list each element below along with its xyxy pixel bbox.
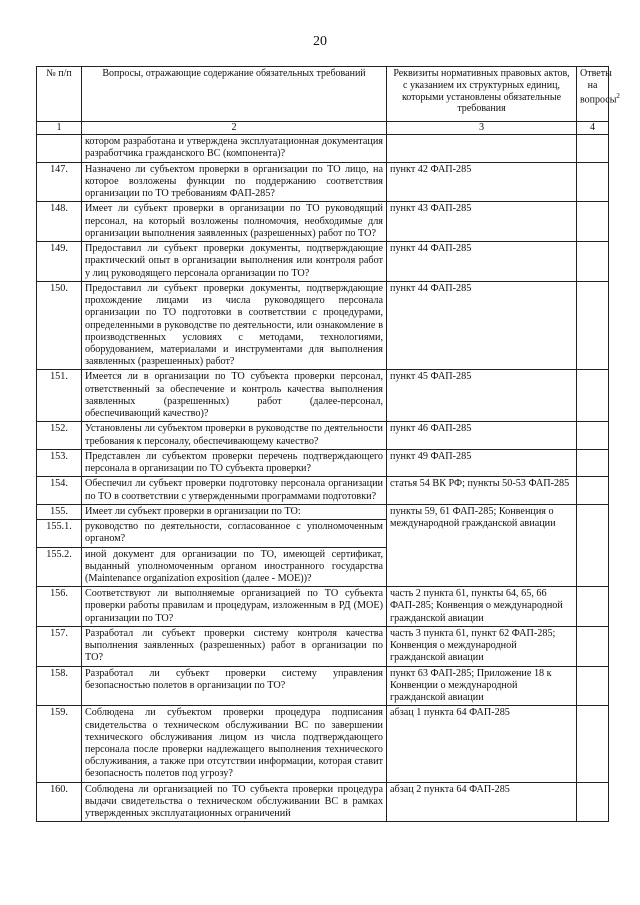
header-row xyxy=(37,67,609,122)
column-index-row xyxy=(37,122,609,135)
row-question: Разработал ли субъект проверки систему управления безопасностью полетов в организации по ТО? xyxy=(82,666,387,706)
row-number: 159. xyxy=(37,706,82,782)
row-question: Соответствуют ли выполняемые организацией по ТО субъекта проверки работы правилам и процедурам, изложенным в РД (MOE) организации по ТО? xyxy=(82,587,387,627)
row-question: Установлены ли субъектом проверки в руководстве по деятельности требования к персоналу, обеспечивающему качество? xyxy=(82,422,387,449)
row-number: 153. xyxy=(37,449,82,476)
row-number: 155.2. xyxy=(37,547,82,587)
table-row xyxy=(37,162,609,202)
table-row xyxy=(37,587,609,627)
row-requisites: пункт 63 ФАП-285; Приложение 18 к Конвенции о международной гражданской авиации xyxy=(387,666,577,706)
row-question: котором разработана и утверждена эксплуатационная документация разработчика гражданского ВС (компонента)? xyxy=(82,135,387,162)
table-row xyxy=(37,782,609,822)
row-question: Имеется ли в организации по ТО субъекта проверки персонал, ответственный за обеспечение и контроль качества выполнения заявленных (разрешенных) работ (далее-персонал, обеспечивающий качество)? xyxy=(82,370,387,422)
table-row xyxy=(37,242,609,282)
row-number: 150. xyxy=(37,281,82,370)
header-requisites: Реквизиты нормативных правовых актов, с указанием их структурных единиц, которыми установлены обязательные требования xyxy=(387,67,577,122)
row-requisites: часть 3 пункта 61, пункт 62 ФАП-285; Конвенция о международной гражданской авиации xyxy=(387,626,577,666)
row-requisites: пункт 49 ФАП-285 xyxy=(387,449,577,476)
row-number xyxy=(37,135,82,162)
row-number: 148. xyxy=(37,202,82,242)
table-row xyxy=(37,281,609,370)
row-answer xyxy=(577,706,609,782)
col-index: 3 xyxy=(387,122,577,135)
table-row xyxy=(37,422,609,449)
row-requisites: пункты 59, 61 ФАП-285; Конвенция о международной гражданской авиации xyxy=(387,504,577,586)
row-question: Соблюдена ли субъектом проверки процедура подписания свидетельства о техническом обслуживании ВС по завершении технического обслуживания лицом из числа подтверждающего персонала после проверки надлежащего выполнения технического обслуживания, а также при отсутствии информации, которая ставит безопасность полетов под угрозу? xyxy=(82,706,387,782)
row-answer xyxy=(577,422,609,449)
table-row xyxy=(37,135,609,162)
row-question: Имеет ли субъект проверки в организации по ТО руководящий персонал, на который возложены полномочия, необходимые для организации выполнения заявленных (разрешенных) работ по ТО? xyxy=(82,202,387,242)
row-requisites: пункт 44 ФАП-285 xyxy=(387,242,577,282)
row-question: Предоставил ли субъект проверки документы, подтверждающие практический опыт в организации выполнения или контроля работ у лиц руководящего персонала организации по ТО? xyxy=(82,242,387,282)
col-index: 2 xyxy=(82,122,387,135)
row-answer xyxy=(577,202,609,242)
row-question: Представлен ли субъектом проверки перечень подтверждающего персонала в организации по ТО субъекта проверки? xyxy=(82,449,387,476)
row-requisites xyxy=(387,135,577,162)
table-row xyxy=(37,504,609,519)
row-question: Предоставил ли субъект проверки документы, подтверждающие прохождение лицами из числа руководящего персонала организации по ТО подготовки в соответствии с процедурами, определенными в руководстве по деятельности, или ознакомление в производственных условиях с методами, технологиями, оборудованием, материалами и инструментами для выполнения заявленных (разрешенных) работ? xyxy=(82,281,387,370)
row-requisites: пункт 46 ФАП-285 xyxy=(387,422,577,449)
row-number: 149. xyxy=(37,242,82,282)
row-number: 156. xyxy=(37,587,82,627)
row-question: иной документ для организации по ТО, имеющей сертификат, выданный уполномоченным органом иностранного государства (Maintenance organization exposition (далее - MOE))? xyxy=(82,547,387,587)
row-number: 158. xyxy=(37,666,82,706)
row-answer xyxy=(577,281,609,370)
row-answer xyxy=(577,666,609,706)
col-index: 4 xyxy=(577,122,609,135)
requirements-table xyxy=(36,66,620,822)
row-number: 155. xyxy=(37,504,82,519)
header-answers-mark: 2 xyxy=(616,91,620,100)
row-answer xyxy=(577,162,609,202)
row-answer xyxy=(577,587,609,627)
table-row xyxy=(37,477,609,504)
row-question: Соблюдена ли организацией по ТО субъекта проверки процедура выдачи свидетельства о техническом обслуживании ВС в рамках утвержденных эксплуатационных ограничений xyxy=(82,782,387,822)
table-row xyxy=(37,370,609,422)
row-question: руководство по деятельности, согласованное с уполномоченным органом? xyxy=(82,520,387,547)
row-answer xyxy=(577,504,609,586)
row-number: 147. xyxy=(37,162,82,202)
row-number: 152. xyxy=(37,422,82,449)
row-answer xyxy=(577,477,609,504)
header-num: № п/п xyxy=(37,67,82,122)
row-question: Разработал ли субъект проверки систему контроля качества выполнения заявленных (разрешенных) работ в организации по ТО? xyxy=(82,626,387,666)
row-requisites: пункт 45 ФАП-285 xyxy=(387,370,577,422)
row-answer xyxy=(577,449,609,476)
table-row xyxy=(37,202,609,242)
row-answer xyxy=(577,626,609,666)
table-row xyxy=(37,626,609,666)
col-index: 1 xyxy=(37,122,82,135)
row-question: Назначено ли субъектом проверки в организации по ТО лицо, на которое возложены функции по поддержанию соответствия организации по ТО требованиям ФАП-285? xyxy=(82,162,387,202)
header-answers-text: Ответы на вопросы xyxy=(580,68,617,105)
row-requisites: абзац 1 пункта 64 ФАП-285 xyxy=(387,706,577,782)
header-answers xyxy=(577,67,620,122)
row-requisites: часть 2 пункта 61, пункты 64, 65, 66 ФАП-285; Конвенция о международной гражданской авиации xyxy=(387,587,577,627)
row-answer xyxy=(577,135,609,162)
row-number: 154. xyxy=(37,477,82,504)
row-number: 160. xyxy=(37,782,82,822)
row-requisites: пункт 44 ФАП-285 xyxy=(387,281,577,370)
table-row xyxy=(37,706,609,782)
row-number: 151. xyxy=(37,370,82,422)
row-answer xyxy=(577,242,609,282)
row-requisites: пункт 42 ФАП-285 xyxy=(387,162,577,202)
row-number: 157. xyxy=(37,626,82,666)
header-question: Вопросы, отражающие содержание обязательных требований xyxy=(82,67,387,122)
row-question: Имеет ли субъект проверки в организации по ТО: xyxy=(82,504,387,519)
table-row xyxy=(37,449,609,476)
row-question: Обеспечил ли субъект проверки подготовку персонала организации по ТО в соответствии с утвержденными программами подготовки? xyxy=(82,477,387,504)
page-number: 20 xyxy=(313,34,327,49)
row-requisites: пункт 43 ФАП-285 xyxy=(387,202,577,242)
row-number: 155.1. xyxy=(37,520,82,547)
table-row xyxy=(37,666,609,706)
row-requisites: статья 54 ВК РФ; пункты 50-53 ФАП-285 xyxy=(387,477,577,504)
row-answer xyxy=(577,782,609,822)
row-answer xyxy=(577,370,609,422)
row-requisites: абзац 2 пункта 64 ФАП-285 xyxy=(387,782,577,822)
